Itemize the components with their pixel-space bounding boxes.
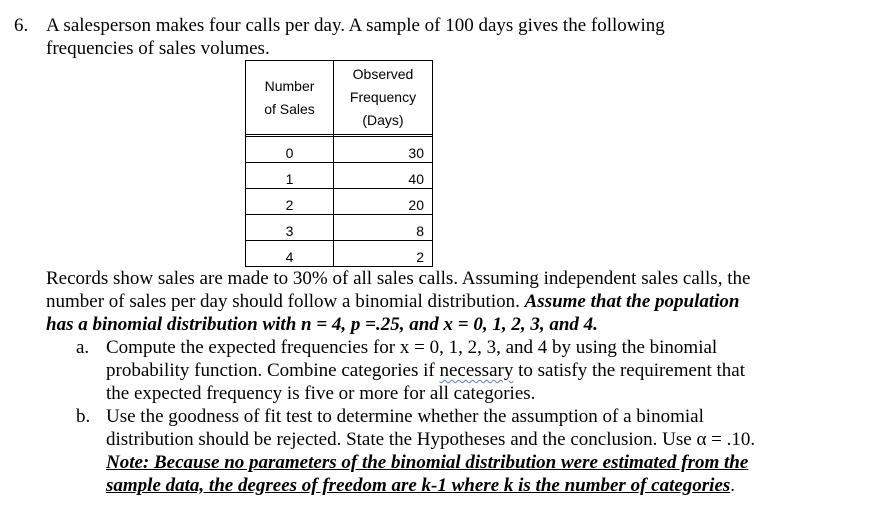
records-line-3: has a binomial distribution with n = 4, p =.25, and x = 0, 1, 2, 3, and 4. [46, 314, 598, 335]
table-row [246, 189, 433, 215]
frequency-cell: 30 [334, 137, 433, 163]
frequency-cell: 20 [334, 189, 433, 215]
part-a-label: a. [76, 337, 90, 358]
header-observed-frequency [334, 61, 433, 135]
header-col2-line3: (Days) [362, 112, 404, 128]
part-b-line-1: Use the goodness of fit test to determine whether the assumption of a binomial [106, 406, 704, 427]
note-line-1: Note: Because no parameters of the binomial distribution were estimated from the [106, 452, 749, 473]
records-line-2 [46, 290, 740, 313]
frequency-table [245, 60, 433, 267]
part-b-label: b. [76, 406, 91, 427]
intro-line-1: A salesperson makes four calls per day. A sample of 100 days gives the following [46, 15, 665, 36]
part-a-line-1: Compute the expected frequencies for x = 0, 1, 2, 3, and 4 by using the binomial [106, 337, 718, 358]
part-a-line-2-pre: probability function. Combine categories if [106, 360, 440, 381]
records-line-2-plain: number of sales per day should follow a binomial distribution. [46, 291, 525, 312]
header-number-of-sales [246, 61, 334, 135]
table-row [246, 215, 433, 241]
frequency-cell: 40 [334, 163, 433, 189]
problem-number: 6. [14, 15, 29, 36]
sales-cell: 2 [246, 189, 334, 215]
sales-cell: 4 [246, 241, 334, 267]
part-a-line-2 [106, 359, 745, 382]
note-line-2-period: . [730, 475, 736, 496]
spellcheck-flagged-word: necessary [439, 360, 514, 381]
records-line-1: Records show sales are made to 30% of all sales calls. Assuming independent sales calls, the [46, 268, 751, 289]
table-row [246, 137, 433, 163]
header-col1-line2: of Sales [264, 100, 315, 117]
note-line-2-text: sample data, the degrees of freedom are k-1 where k is the number of categories [106, 475, 731, 496]
sales-cell: 3 [246, 215, 334, 241]
header-col1-line1: Number [264, 77, 315, 94]
frequency-cell: 2 [334, 241, 433, 267]
table-header-row [246, 61, 433, 135]
table-row [246, 163, 433, 189]
header-col2-line1: Observed [352, 66, 414, 82]
part-b-line-2: distribution should be rejected. State the Hypotheses and the conclusion. Use α = .10. [106, 429, 756, 450]
part-a-line-2-post: to satisfy the requirement that [513, 360, 745, 381]
frequency-cell: 8 [334, 215, 433, 241]
intro-line-2: frequencies of sales volumes. [46, 38, 270, 59]
part-a-line-3: the expected frequency is five or more for all categories. [106, 383, 536, 404]
sales-cell: 1 [246, 163, 334, 189]
records-line-2-bold: Assume that the population [524, 291, 740, 312]
table-row [246, 241, 433, 267]
note-line-2 [106, 474, 735, 497]
header-col2-line2: Frequency [349, 89, 417, 105]
sales-cell: 0 [246, 137, 334, 163]
